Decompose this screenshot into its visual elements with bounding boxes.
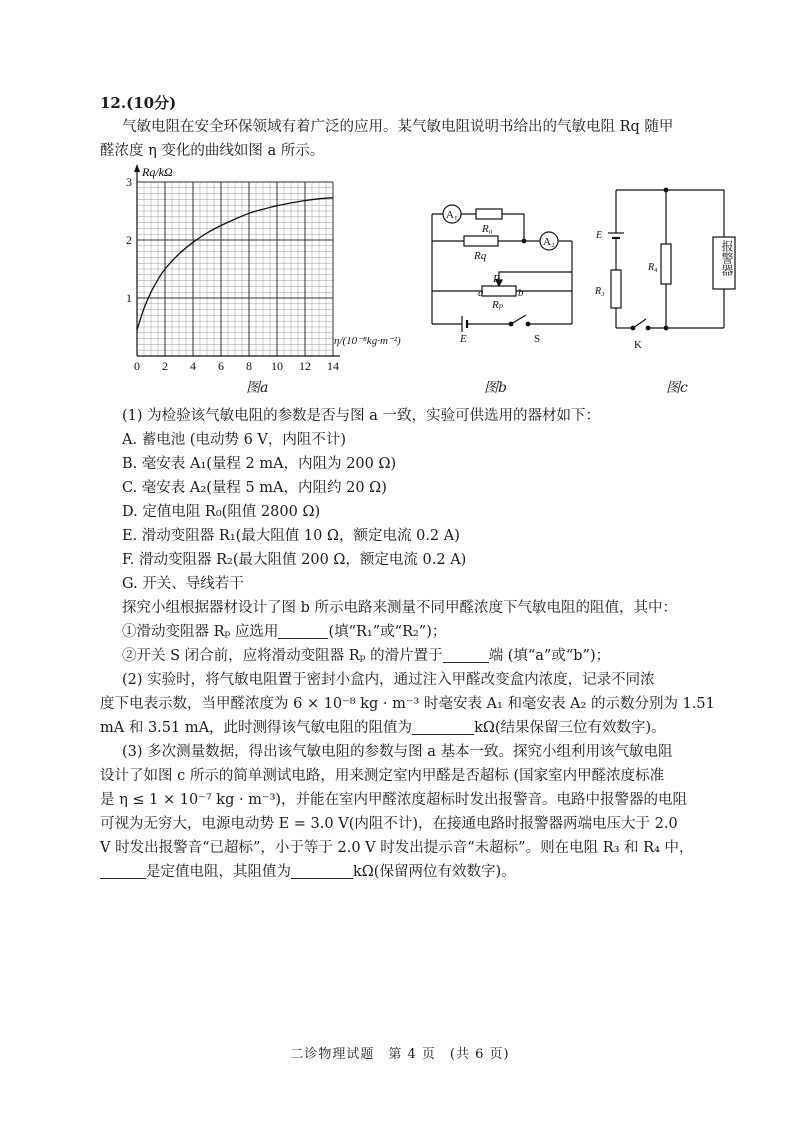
- equipment-item: F. 滑动变阻器 R₂(最大阻值 200 Ω，额定电流 0.2 A): [122, 552, 467, 568]
- equipment-item: E. 滑动变阻器 R₁(最大阻值 10 Ω，额定电流 0.2 A): [122, 528, 460, 544]
- y-axis-label: Rq/kΩ: [142, 165, 173, 179]
- part1-design: 探究小组根据器材设计了图 b 所示电路来测量不同甲醛浓度下气敏电阻的阻值，其中：: [122, 600, 677, 616]
- rq-resistor: [464, 236, 498, 246]
- part2-line-3: [100, 716, 666, 740]
- part1-q1: [122, 620, 446, 644]
- y-tick-label: 2: [126, 233, 132, 247]
- label-b: b: [518, 287, 524, 299]
- rp-rheostat: [482, 286, 516, 296]
- figure-b-circuit: [420, 196, 585, 361]
- part3-line-4: 可视为无穷大，电源电动势 E = 3.0 V(内阻不计)，在接通电路时报警器两端电压大于 2.0: [100, 816, 678, 832]
- part1-q2: [122, 644, 610, 668]
- label-rq: Rq: [474, 250, 487, 262]
- c-label-k: K: [634, 339, 642, 351]
- part3-text-post: kΩ(保留两位有效数字)。: [353, 864, 516, 880]
- part2-text-pre: mA 和 3.51 mA，此时测得该气敏电阻的阻值为: [100, 720, 413, 736]
- equipment-item: B. 毫安表 A₁(量程 2 mA，内阻为 200 Ω): [122, 456, 397, 472]
- x-tick-label: 14: [327, 359, 339, 373]
- x-tick-label: 0: [134, 359, 140, 373]
- q2-text-pre: ②开关 S 闭合前，应将滑动变阻器 Rₚ 的滑片置于: [122, 648, 443, 664]
- minor-grid: [137, 182, 333, 356]
- r3-resistor: [611, 270, 621, 308]
- alarm-label: 报警器: [720, 240, 734, 276]
- intro-line-1: 气敏电阻在安全环保领域有着广泛的应用。某气敏电阻说明书给出的气敏电阻 Rq 随甲: [122, 119, 674, 135]
- part2-text-post: kΩ(结果保留三位有效数字)。: [474, 720, 666, 736]
- question-number: 12.: [100, 94, 127, 112]
- junction-dot: [522, 239, 526, 243]
- answer-blank-rq[interactable]: [412, 718, 474, 735]
- label-s: S: [534, 333, 541, 345]
- q1-text-post: (填“R₁”或“R₂”)；: [328, 624, 447, 640]
- figure-a-graph: [118, 160, 358, 375]
- label-a2: A₂: [543, 236, 555, 248]
- switch-lever: [511, 315, 526, 324]
- r4-resistor: [661, 244, 671, 284]
- c-label-r4: R₄: [648, 262, 658, 273]
- y-axis-arrow: [134, 164, 140, 172]
- answer-blank-fixed-resistor[interactable]: [100, 862, 146, 879]
- y-tick-label: 3: [126, 175, 132, 189]
- figure-b-caption: 图b: [484, 380, 507, 396]
- equipment-item: D. 定值电阻 R₀(阻值 2800 Ω): [122, 504, 321, 520]
- label-r0: R₀: [482, 223, 493, 235]
- label-a1: A₁: [446, 209, 458, 221]
- y-tick-labels: [126, 175, 132, 305]
- intro-line-2: 醛浓度 η 变化的曲线如图 a 所示。: [100, 143, 325, 159]
- x-tick-label: 8: [246, 359, 252, 373]
- part3-line-1: (3) 多次测量数据，得出该气敏电阻的参数与图 a 基本一致。探究小组利用该气敏电阻: [122, 744, 673, 760]
- answer-blank-rp[interactable]: [278, 622, 328, 639]
- slider-wire: [499, 272, 572, 285]
- x-axis-label: η/(10⁻⁸kg·m⁻²): [334, 335, 401, 347]
- question-header: [100, 92, 176, 113]
- x-tick-labels: [134, 359, 339, 373]
- q1-text-pre: ①滑动变阻器 Rₚ 应选用: [122, 624, 279, 640]
- x-tick-label: 4: [190, 359, 196, 373]
- c-junction-bottom: [664, 326, 668, 330]
- q2-text-post: 端 (填“a”或“b”)；: [488, 648, 611, 664]
- x-tick-label: 12: [299, 359, 311, 373]
- part3-line-3: 是 η ≤ 1 × 10⁻⁷ kg · m⁻³)，并能在室内甲醛浓度超标时发出报警音。电路中报警器的电阻: [100, 792, 688, 808]
- figure-a-caption: 图a: [246, 380, 269, 396]
- c-label-r3: R₃: [595, 286, 605, 297]
- equipment-item: A. 蓄电池 (电动势 6 V，内阻不计): [122, 432, 347, 448]
- answer-blank-resistance[interactable]: [291, 862, 353, 879]
- x-tick-label: 6: [218, 359, 224, 373]
- c-junction-top: [664, 188, 668, 192]
- part2-line-2: 度下电表示数，当甲醛浓度为 6 × 10⁻⁸ kg · m⁻³ 时毫安表 A₁ 和毫安表 A₂ 的示数分别为 1.51: [100, 696, 715, 712]
- r0-resistor: [476, 209, 502, 219]
- label-e: E: [460, 333, 467, 345]
- x-tick-label: 10: [271, 359, 283, 373]
- part3-text-mid: 是定值电阻，其阻值为: [146, 864, 291, 880]
- question-points: (10分): [126, 94, 177, 112]
- k-lever: [633, 319, 646, 328]
- figure-c-caption: 图c: [666, 380, 688, 396]
- part1-intro: (1) 为检验该气敏电阻的参数是否与图 a 一致，实验可供选用的器材如下：: [122, 408, 601, 424]
- part3-line-2: 设计了如图 c 所示的简单测试电路，用来测定室内甲醛是否超标 (国家室内甲醛浓度标准: [100, 768, 665, 784]
- part3-line-6: [100, 860, 516, 884]
- page-footer: 二诊物理试题 第 4 页 (共 6 页): [290, 1047, 510, 1062]
- part3-line-5: V 时发出报警音“已超标”，小于等于 2.0 V 时发出提示音“未超标”。则在电阻 R₃ 和 R₄ 中，: [100, 840, 694, 856]
- c-label-e: E: [596, 230, 603, 241]
- answer-blank-slider[interactable]: [443, 646, 489, 663]
- equipment-item: G. 开关、导线若干: [122, 576, 244, 592]
- label-p: P: [493, 273, 500, 285]
- label-rp: Rₚ: [492, 299, 504, 311]
- equipment-item: C. 毫安表 A₂(量程 5 mA，内阻约 20 Ω): [122, 480, 387, 496]
- y-tick-label: 1: [126, 291, 132, 305]
- label-a: a: [478, 287, 484, 299]
- x-tick-label: 2: [162, 359, 168, 373]
- part2-line-1: (2) 实验时，将气敏电阻置于密封小盒内，通过注入甲醛改变盒内浓度，记录不同浓: [122, 672, 655, 688]
